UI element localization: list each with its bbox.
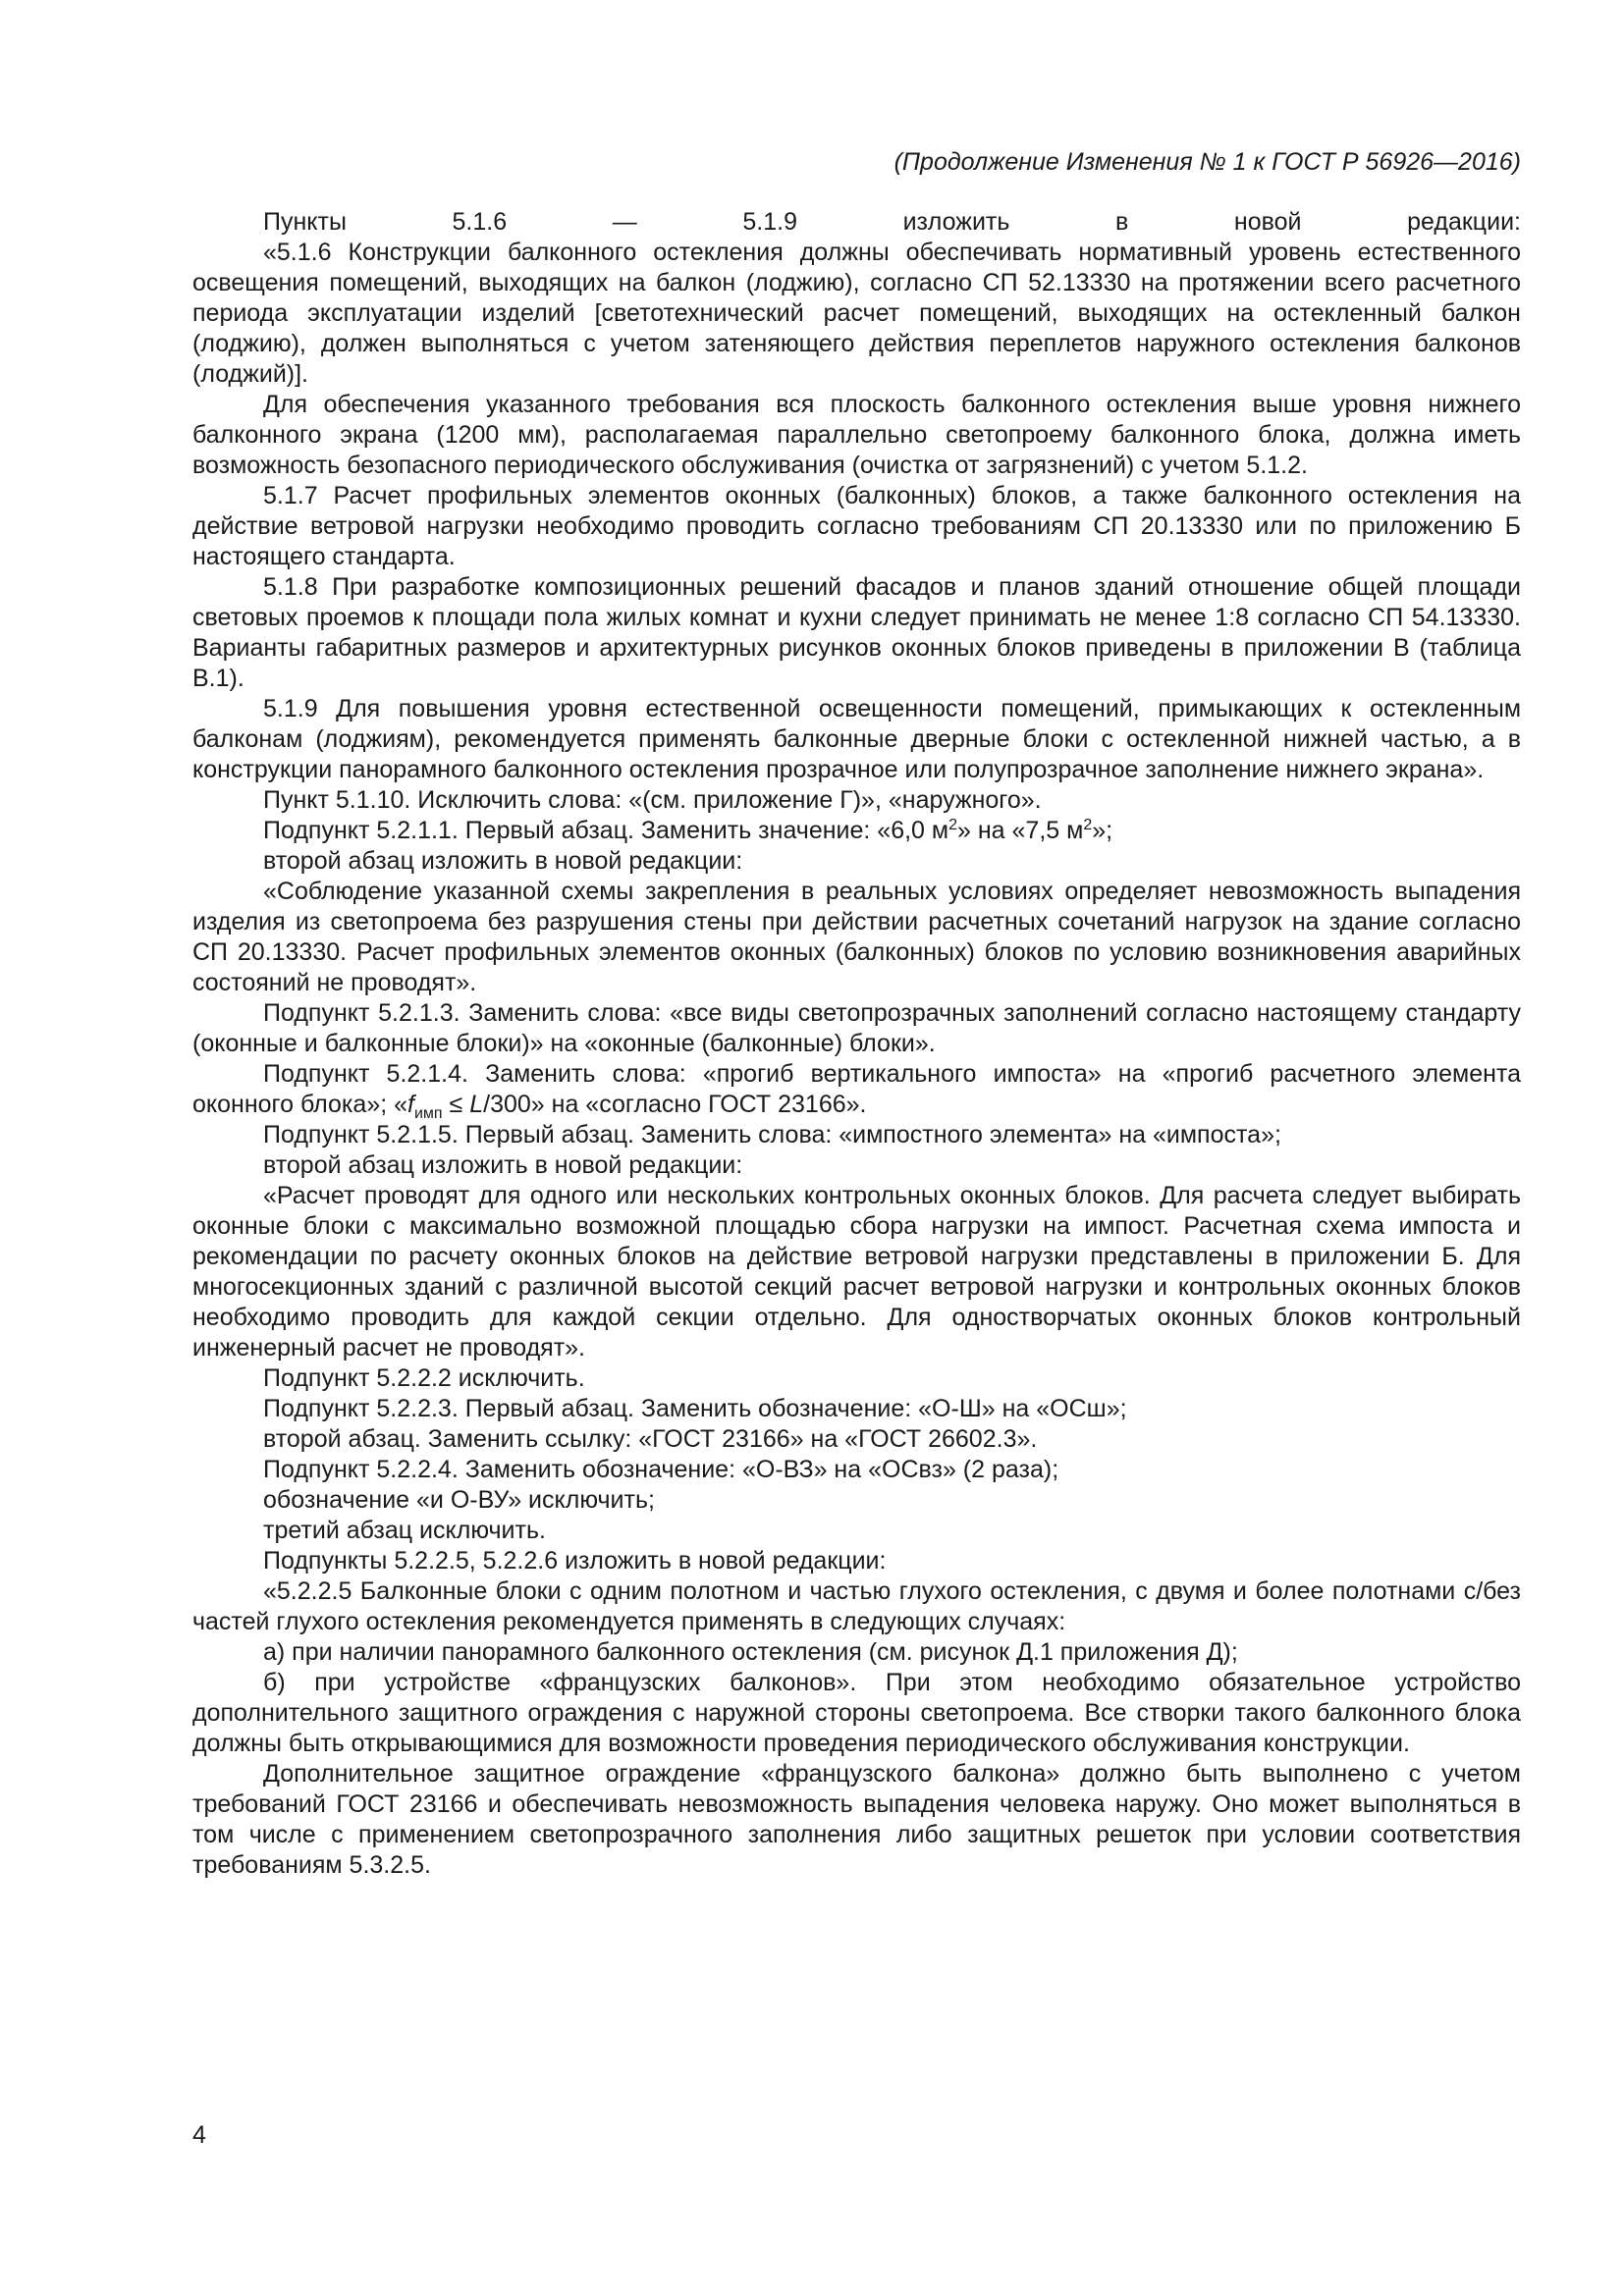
paragraph-5-2-2-3-second: второй абзац. Заменить ссылку: «ГОСТ 23166» на «ГОСТ 26602.3». — [263, 1425, 1038, 1453]
paragraph-5-2-1-1-quote: «Соблюдение указанной схемы закрепления в реальных условиях определяет невозможность выпадения изделия из светопроема без разрушения стены при действии расчетных сочетаний нагрузок на здание согласно СП 20.13330. Расчет профильных элементов оконных (балконных) блоков по условию возникновения аварийных состояний не проводят». — [192, 878, 1521, 996]
paragraph-5-2-1-4 — [192, 1059, 1521, 1120]
paragraph-5-2-2-4-c: третий абзац исключить. — [263, 1517, 546, 1544]
paragraph-5-2-2-4-b: обозначение «и О-ВУ» исключить; — [263, 1486, 655, 1514]
p5211-post: »; — [1092, 817, 1113, 844]
paragraph-5-1-9: 5.1.9 Для повышения уровня естественной освещенности помещений, примыкающих к остекленным балконам (лоджиям), рекомендуется применять балконные дверные блоки с остекленной нижней частью, а в конструкции панорамного балконного остекления прозрачное или полупрозрачное заполнение нижнего экрана». — [192, 695, 1521, 783]
paragraph-5-2-2-2: Подпункт 5.2.2.2 исключить. — [263, 1364, 585, 1392]
formula-l: L — [469, 1091, 484, 1118]
paragraph-5-2-2-3: Подпункт 5.2.2.3. Первый абзац. Заменить обозначение: «О-Ш» на «ОСш»; — [263, 1395, 1127, 1422]
paragraph-5-2-1-5-second: второй абзац изложить в новой редакции: — [263, 1151, 743, 1179]
paragraph-5-2-1-1 — [192, 816, 1521, 846]
formula-subscript: имп — [413, 1105, 443, 1122]
paragraph-1: Пункты 5.1.6 — 5.1.9 изложить в новой редакции: — [263, 208, 1521, 236]
paragraph-5-2-1-1-second: второй абзац изложить в новой редакции: — [263, 847, 743, 875]
formula-le: ≤ — [442, 1091, 470, 1118]
superscript-2: 2 — [1083, 817, 1093, 833]
formula-f: f — [407, 1091, 414, 1118]
paragraph-5-1-7: 5.1.7 Расчет профильных элементов оконных (балконных) блоков, а также балконного остекления на действие ветровой нагрузки необходимо проводить согласно требованиям СП 20.13330 или по приложению Б настоящего стандарта. — [192, 482, 1521, 570]
list-item-a: а) при наличии панорамного балконного остекления (см. рисунок Д.1 приложения Д); — [263, 1638, 1238, 1666]
p5211-pre: Подпункт 5.2.1.1. Первый абзац. Заменить значение: «6,0 м — [263, 817, 949, 844]
paragraph-5-2-1-5: Подпункт 5.2.1.5. Первый абзац. Заменить слова: «импостного элемента» на «импоста»; — [263, 1121, 1281, 1148]
paragraph-5-1-6-cont: Для обеспечения указанного требования вся плоскость балконного остекления выше уровня нижнего балконного экрана (1200 мм), располагаемая параллельно светопроему балконного блока, должна иметь возможность безопасного периодического обслуживания (очистка от загрязнений) с учетом 5.1.2. — [192, 391, 1521, 479]
superscript-2: 2 — [948, 817, 958, 833]
paragraph-5-2-2-5-intro: Подпункты 5.2.2.5, 5.2.2.6 изложить в новой редакции: — [263, 1547, 887, 1575]
page-number: 4 — [192, 2121, 206, 2149]
paragraph-5-2-1-3: Подпункт 5.2.1.3. Заменить слова: «все виды светопрозрачных заполнений согласно настоящему стандарту (оконные и балконные блоки)» на «оконные (балконные) блоки». — [192, 999, 1521, 1057]
document-body — [192, 207, 1521, 1881]
paragraph-5-1-6: «5.1.6 Конструкции балконного остекления должны обеспечивать нормативный уровень естественного освещения помещений, выходящих на балкон (лоджию), согласно СП 52.13330 на протяжении всего расчетного периода эксплуатации изделий [светотехнический расчет помещений, выходящих на остекленный балкон (лоджию), должен выполняться с учетом затеняющего действия переплетов наружного остекления балконов (лоджий)]. — [192, 239, 1521, 388]
paragraph-5-1-10: Пункт 5.1.10. Исключить слова: «(см. приложение Г)», «наружного». — [263, 786, 1042, 814]
paragraph-5-1-8: 5.1.8 При разработке композиционных решений фасадов и планов зданий отношение общей площади световых проемов к площади пола жилых комнат и кухни следует принимать не менее 1:8 согласно СП 54.13330. Варианты габаритных размеров и архитектурных рисунков оконных блоков приведены в приложении В (таблица В.1). — [192, 573, 1521, 692]
running-header: (Продолжение Изменения № 1 к ГОСТ Р 56926—2016) — [893, 148, 1521, 176]
paragraph-5-2-2-4: Подпункт 5.2.2.4. Заменить обозначение: «О-ВЗ» на «ОСвз» (2 раза); — [263, 1456, 1059, 1483]
paragraph-french-balcony: Дополнительное защитное ограждение «французского балкона» должно быть выполнено с учетом требований ГОСТ 23166 и обеспечивать невозможность выпадения человека наружу. Оно может выполняться в том числе с применением светопрозрачного заполнения либо защитных решеток при условии соответствия требованиям 5.3.2.5. — [192, 1760, 1521, 1879]
p5211-mid: » на «7,5 м — [957, 817, 1084, 844]
p5214-pre: Подпункт 5.2.1.4. Заменить слова: «прогиб вертикального импоста» на «прогиб расчетного элемента оконного блока»; « — [192, 1060, 1521, 1118]
list-item-b: б) при устройстве «французских балконов». При этом необходимо обязательное устройство дополнительного защитного ограждения с наружной стороны светопроема. Все створки такого балконного блока должны быть открывающимися для возможности проведения периодического обслуживания конструкции. — [192, 1669, 1521, 1757]
p5214-post: /300» на «согласно ГОСТ 23166». — [483, 1091, 867, 1118]
paragraph-5-2-1-5-quote: «Расчет проводят для одного или нескольких контрольных оконных блоков. Для расчета следует выбирать оконные блоки с максимально возможной площадью сбора нагрузки на импост. Расчетная схема импоста и рекомендации по расчету оконных блоков на действие ветровой нагрузки представлены в приложении Б. Для многосекционных зданий с различной высотой секций расчет ветровой нагрузки и контрольных оконных блоков необходимо проводить для каждой секции отдельно. Для одностворчатых оконных блоков контрольный инженерный расчет не проводят». — [192, 1182, 1521, 1362]
paragraph-5-2-2-5: «5.2.2.5 Балконные блоки с одним полотном и частью глухого остекления, с двумя и более полотнами с/без частей глухого остекления рекомендуется применять в следующих случаях: — [192, 1577, 1521, 1635]
